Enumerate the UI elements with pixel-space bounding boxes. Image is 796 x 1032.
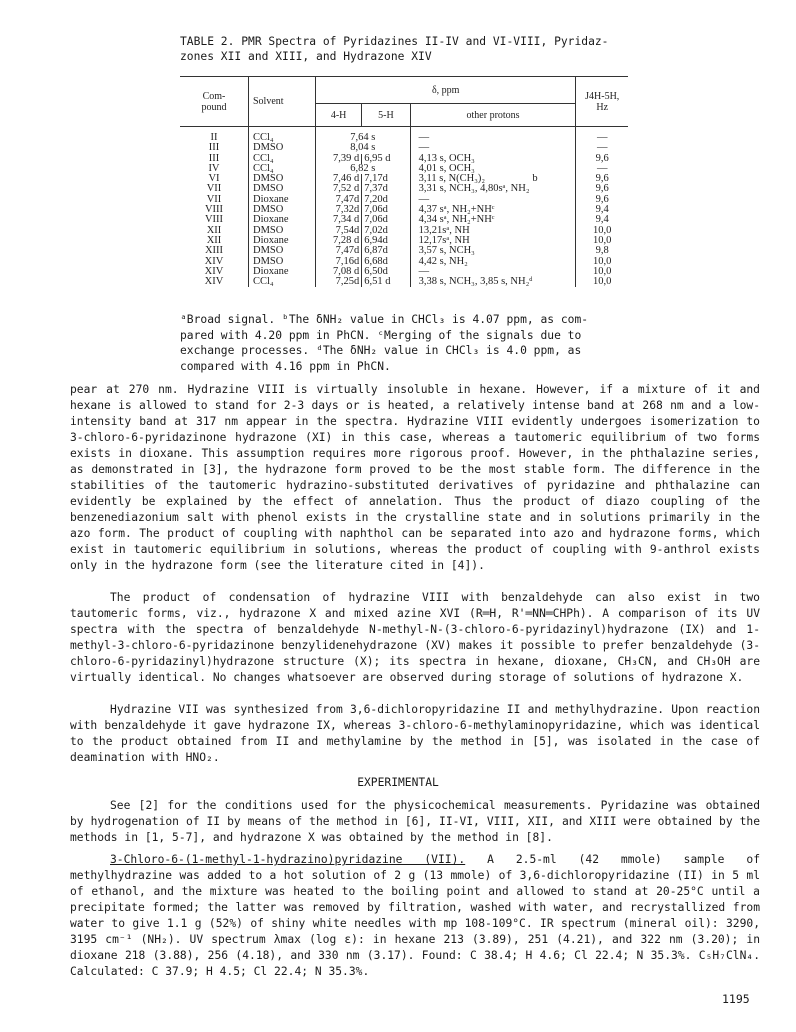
cell-j: 10,0 xyxy=(576,257,628,267)
col-header-j-line-2: Hz xyxy=(596,101,609,113)
cell-solvent: DMSO xyxy=(248,257,315,267)
cell-h5: 6,51 d xyxy=(362,277,410,287)
cell-j: 9,4 xyxy=(576,215,628,225)
cell-compound: II xyxy=(210,132,218,143)
paragraph-experimental: See [2] for the conditions used for the physicochemical measurements. Pyridazine was obtained by hydrogenation of II by means of the method in [6], II-VI, VIII, XII, and XIII were obtained by the methods in [1, 5-7], and hydrazone X was obtained by the method in [8]. xyxy=(70,799,760,844)
cell-h5: 6,68d xyxy=(362,257,410,267)
table-row xyxy=(180,226,628,236)
cell-h5: 7,20d xyxy=(362,195,410,205)
cell-compound: VII xyxy=(206,183,222,195)
cell-other-protons: 4,13 s, OCH₃ xyxy=(410,154,576,164)
cell-compound: XIV xyxy=(204,276,224,288)
cell-compound: III xyxy=(208,152,220,164)
paragraph-tautomerism: pear at 270 nm. Hydrazine VIII is virtually insoluble in hexane. However, if a mixture of it and hexane is allowed to stand for 2-3 days or is heated, a relatively intense band at 268 nm and a low-intensity band at 317 nm appear in the spectra. Hydrazine VIII evidently undergoes isomerization to 3-chloro-6-pyridazinone hydrazone (XI) in this case, whereas a tautomeric equilibrium of two forms exists in dioxane. This assumption requires more rigorous proof. However, in the phthalazine series, as demonstrated in [3], the hydrazone form proved to be the most stable form. The difference in the stabilities of the tautomeric hydrazino-substituted derivatives of pyridazine and phthalazine can evidently be explained by the effect of annelation. Thus the product of diazo coupling of the benzenediazonium salt with phenol exists in the crystalline state and in solutions primarily in the azo form. The product of coupling with naphthol can be separated into azo and hydrazone forms, which exist in tautomeric equilibrium in solutions, whereas the product of coupling with 9-anthrol exists only in the hydrazone form (see the literature cited in [4]). xyxy=(70,383,760,572)
cell-other-protons: — xyxy=(410,143,576,153)
cell-other-protons: 13,21sᵃ, NH xyxy=(410,226,576,236)
cell-h5: 7,06d xyxy=(362,205,410,215)
cell-solvent: DMSO xyxy=(248,226,315,236)
cell-j: — xyxy=(576,143,628,153)
col-header-h5: 5-H xyxy=(362,104,410,127)
cell-other-protons: 4,01 s, OCH₃ xyxy=(410,164,576,174)
cell-compound: VIII xyxy=(204,204,224,216)
paragraph-compound-vii xyxy=(70,852,760,980)
cell-h5: 6,87d xyxy=(362,246,410,256)
cell-j: 10,0 xyxy=(576,277,628,287)
cell-j: 10,0 xyxy=(576,267,628,277)
cell-solvent: Dioxane xyxy=(248,195,315,205)
cell-j: — xyxy=(576,127,628,144)
cell-j: 9,6 xyxy=(576,174,628,184)
cell-solvent: CCl₄ xyxy=(248,154,315,164)
cell-solvent: Dioxane xyxy=(248,267,315,277)
table-row xyxy=(180,267,628,277)
table-row xyxy=(180,143,628,153)
table-row xyxy=(180,195,628,205)
compound-vii-body: A 2.5-ml (42 mmole) sample of methylhydrazine was added to a hot solution of 2 g (13 mmole) of 3,6-dichloropyridazine (II) in 5 ml of ethanol, and the mixture was heated to the boiling point and allowed to stand at 20-25°C until a precipitate formed; the latter was removed by filtration, washed with water, and recrystallized from water to give 1.1 g (52%) of shiny white needles with mp 108-109°C. IR spectrum (mineral oil): 3290, 3195 cm⁻¹ (NH₂). UV spectrum λmax (log ε): in hexane 213 (3.89), 251 (4.21), and 322 nm (3.20); in dioxane 218 (3.88), 256 (4.18), and 330 nm (3.17). Found: C 38.4; H 4.6; Cl 22.4; N 35.3%. C₅H₇ClN₄. Calculated: C 37.9; H 4.5; Cl 22.4; N 35.3%. xyxy=(70,853,760,978)
table-row xyxy=(180,277,628,287)
cell-other-protons: 12,17sᵃ, NH xyxy=(410,236,576,246)
table-caption-line-1: TABLE 2. PMR Spectra of Pyridazines II-IV and VI-VIII, Pyridaz- xyxy=(180,35,609,48)
cell-j: 10,0 xyxy=(576,226,628,236)
cell-h5: 7,06d xyxy=(362,215,410,225)
cell-solvent: DMSO xyxy=(248,246,315,256)
cell-other-protons: 3,57 s, NCH₃ xyxy=(410,246,576,256)
cell-solvent: DMSO xyxy=(248,143,315,153)
cell-j: 9,4 xyxy=(576,205,628,215)
cell-h4: 7,47d xyxy=(315,195,361,205)
table-row xyxy=(180,184,628,194)
cell-compound: IV xyxy=(208,162,220,174)
cell-h4: 7,08 d xyxy=(315,267,361,277)
table-row xyxy=(180,205,628,215)
table-footnotes xyxy=(180,312,635,374)
experimental-heading: EXPERIMENTAL xyxy=(357,776,439,789)
cell-j: 10,0 xyxy=(576,236,628,246)
col-header-j xyxy=(576,77,628,127)
col-header-solvent: Solvent xyxy=(248,77,315,127)
table-row xyxy=(180,215,628,225)
cell-j: 9,6 xyxy=(576,184,628,194)
table-row xyxy=(180,154,628,164)
compound-vii-title: 3-Chloro-6-(1-methyl-1-hydrazino)pyridazine (VII). xyxy=(110,853,466,866)
cell-j: 9,6 xyxy=(576,154,628,164)
cell-solvent: Dioxane xyxy=(248,236,315,246)
cell-h4: 7,54d xyxy=(315,226,361,236)
cell-h5: 7,37d xyxy=(362,184,410,194)
cell-solvent: CCl₄ xyxy=(248,277,315,287)
cell-h5: 6,95 d xyxy=(362,154,410,164)
cell-other-protons: 4,37 sᵃ, NH₂+NHᶜ xyxy=(410,205,576,215)
cell-other-protons: 3,38 s, NCH₃, 3,85 s, NH₂ᵈ xyxy=(410,277,576,287)
paragraph-condensation: The product of condensation of hydrazine VIII with benzaldehyde can also exist in two tautomeric forms, viz., hydrazone X and mixed azine XVI (R═H, R'═NN═CHPh). A comparison of its UV spectra with the spectra of benzaldehyde N-methyl-N-(3-chloro-6-pyridazinyl)hydrazone (IX) and 1-methyl-3-chloro-6-pyridazinone benzylidenehydrazone (XV) makes it possible to prefer benzaldehyde (3-chloro-6-pyridazinyl)hydrazone structure (X); its spectra in hexane, dioxane, CH₃CN, and CH₃OH are virtually identical. No changes whatsoever are observed during storage of solutions of hydrazone X. xyxy=(70,591,760,684)
cell-h5: 6,94d xyxy=(362,236,410,246)
cell-h4: 7,52 d xyxy=(315,184,361,194)
cell-other-protons: 4,34 sᵃ, NH₂+NHᶜ xyxy=(410,215,576,225)
cell-solvent: DMSO xyxy=(248,174,315,184)
cell-j: 9,8 xyxy=(576,246,628,256)
table-row xyxy=(180,174,628,184)
cell-h5: 6,50d xyxy=(362,267,410,277)
cell-h4: 7,16d xyxy=(315,257,361,267)
col-header-compound-line-1: Com- xyxy=(202,90,226,102)
cell-compound: VII xyxy=(206,193,222,205)
cell-other-protons: 4,42 s, NH₂ xyxy=(410,257,576,267)
col-header-h4: 4-H xyxy=(315,104,361,127)
col-header-delta: δ, ppm xyxy=(315,77,576,104)
cell-other-protons: — xyxy=(410,195,576,205)
cell-solvent: DMSO xyxy=(248,184,315,194)
cell-j: — xyxy=(576,164,628,174)
cell-solvent: DMSO xyxy=(248,205,315,215)
table-row xyxy=(180,164,628,174)
cell-other-protons: 3,31 s, NCH₃, 4,80sᵃ, NH₂ xyxy=(410,184,576,194)
cell-h4-h5-merged: 6,82 s xyxy=(315,164,410,174)
table-row xyxy=(180,257,628,267)
footnote-line-2: pared with 4.20 ppm in PhCN. ᶜMerging of the signals due to xyxy=(180,328,582,342)
cell-h4: 7,46 d xyxy=(315,174,361,184)
page-number: 1195 xyxy=(722,992,750,1006)
cell-compound: VIII xyxy=(204,214,224,226)
cell-compound: III xyxy=(208,142,220,154)
cell-other-protons: — xyxy=(410,127,576,144)
pmr-spectra-table xyxy=(180,76,628,287)
cell-solvent: CCl₄ xyxy=(248,164,315,174)
cell-compound: XIV xyxy=(204,265,224,277)
cell-h4: 7,25d xyxy=(315,277,361,287)
footnote-line-3: exchange processes. ᵈThe δNH₂ value in CHCl₃ is 4.0 ppm, as xyxy=(180,344,582,357)
cell-other-protons: — xyxy=(410,267,576,277)
cell-compound: VI xyxy=(208,173,220,185)
col-header-compound xyxy=(180,77,248,127)
col-header-j-line-1: J4H-5H, xyxy=(585,90,620,102)
footnote-line-4: compared with 4.16 ppm in PhCN. xyxy=(180,359,391,373)
cell-h4: 7,28 d xyxy=(315,236,361,246)
col-header-compound-line-2: pound xyxy=(201,101,227,113)
table-body xyxy=(180,127,628,288)
cell-j: 9,6 xyxy=(576,195,628,205)
table-row xyxy=(180,127,628,144)
cell-h4-h5-merged: 7,64 s xyxy=(315,127,410,144)
cell-h4: 7,39 d xyxy=(315,154,361,164)
cell-other-protons: 3,11 s, N(CH₃)₂ b xyxy=(410,174,576,184)
table-caption-line-2: zones XII and XIII, and Hydrazone XIV xyxy=(180,50,432,63)
cell-h5: 7,17d xyxy=(362,174,410,184)
cell-h4-h5-merged: 8,04 s xyxy=(315,143,410,153)
cell-compound: XII xyxy=(206,224,222,236)
cell-h4: 7,47d xyxy=(315,246,361,256)
table-caption xyxy=(180,34,650,64)
cell-h5: 7,02d xyxy=(362,226,410,236)
table-row xyxy=(180,236,628,246)
table-row xyxy=(180,246,628,256)
cell-compound: XII xyxy=(206,234,222,246)
cell-compound: XIV xyxy=(204,255,224,267)
cell-compound: XIII xyxy=(204,245,224,257)
footnote-line-1: ᵃBroad signal. ᵇThe δNH₂ value in CHCl₃ is 4.07 ppm, as com- xyxy=(180,313,589,326)
paragraph-synthesis: Hydrazine VII was synthesized from 3,6-dichloropyridazine II and methylhydrazine. Upon reaction with benzaldehyde it gave hydrazone IX, whereas 3-chloro-6-methylaminopyridazine, which was identical to the product obtained from II and methylamine by the method in [5], was isolated in the case of deamination with HNO₂. xyxy=(70,703,760,764)
col-header-other: other protons xyxy=(410,104,576,127)
cell-h4: 7,32d xyxy=(315,205,361,215)
cell-h4: 7,34 d xyxy=(315,215,361,225)
cell-solvent: CCl₄ xyxy=(248,127,315,144)
cell-solvent: Dioxane xyxy=(248,215,315,225)
